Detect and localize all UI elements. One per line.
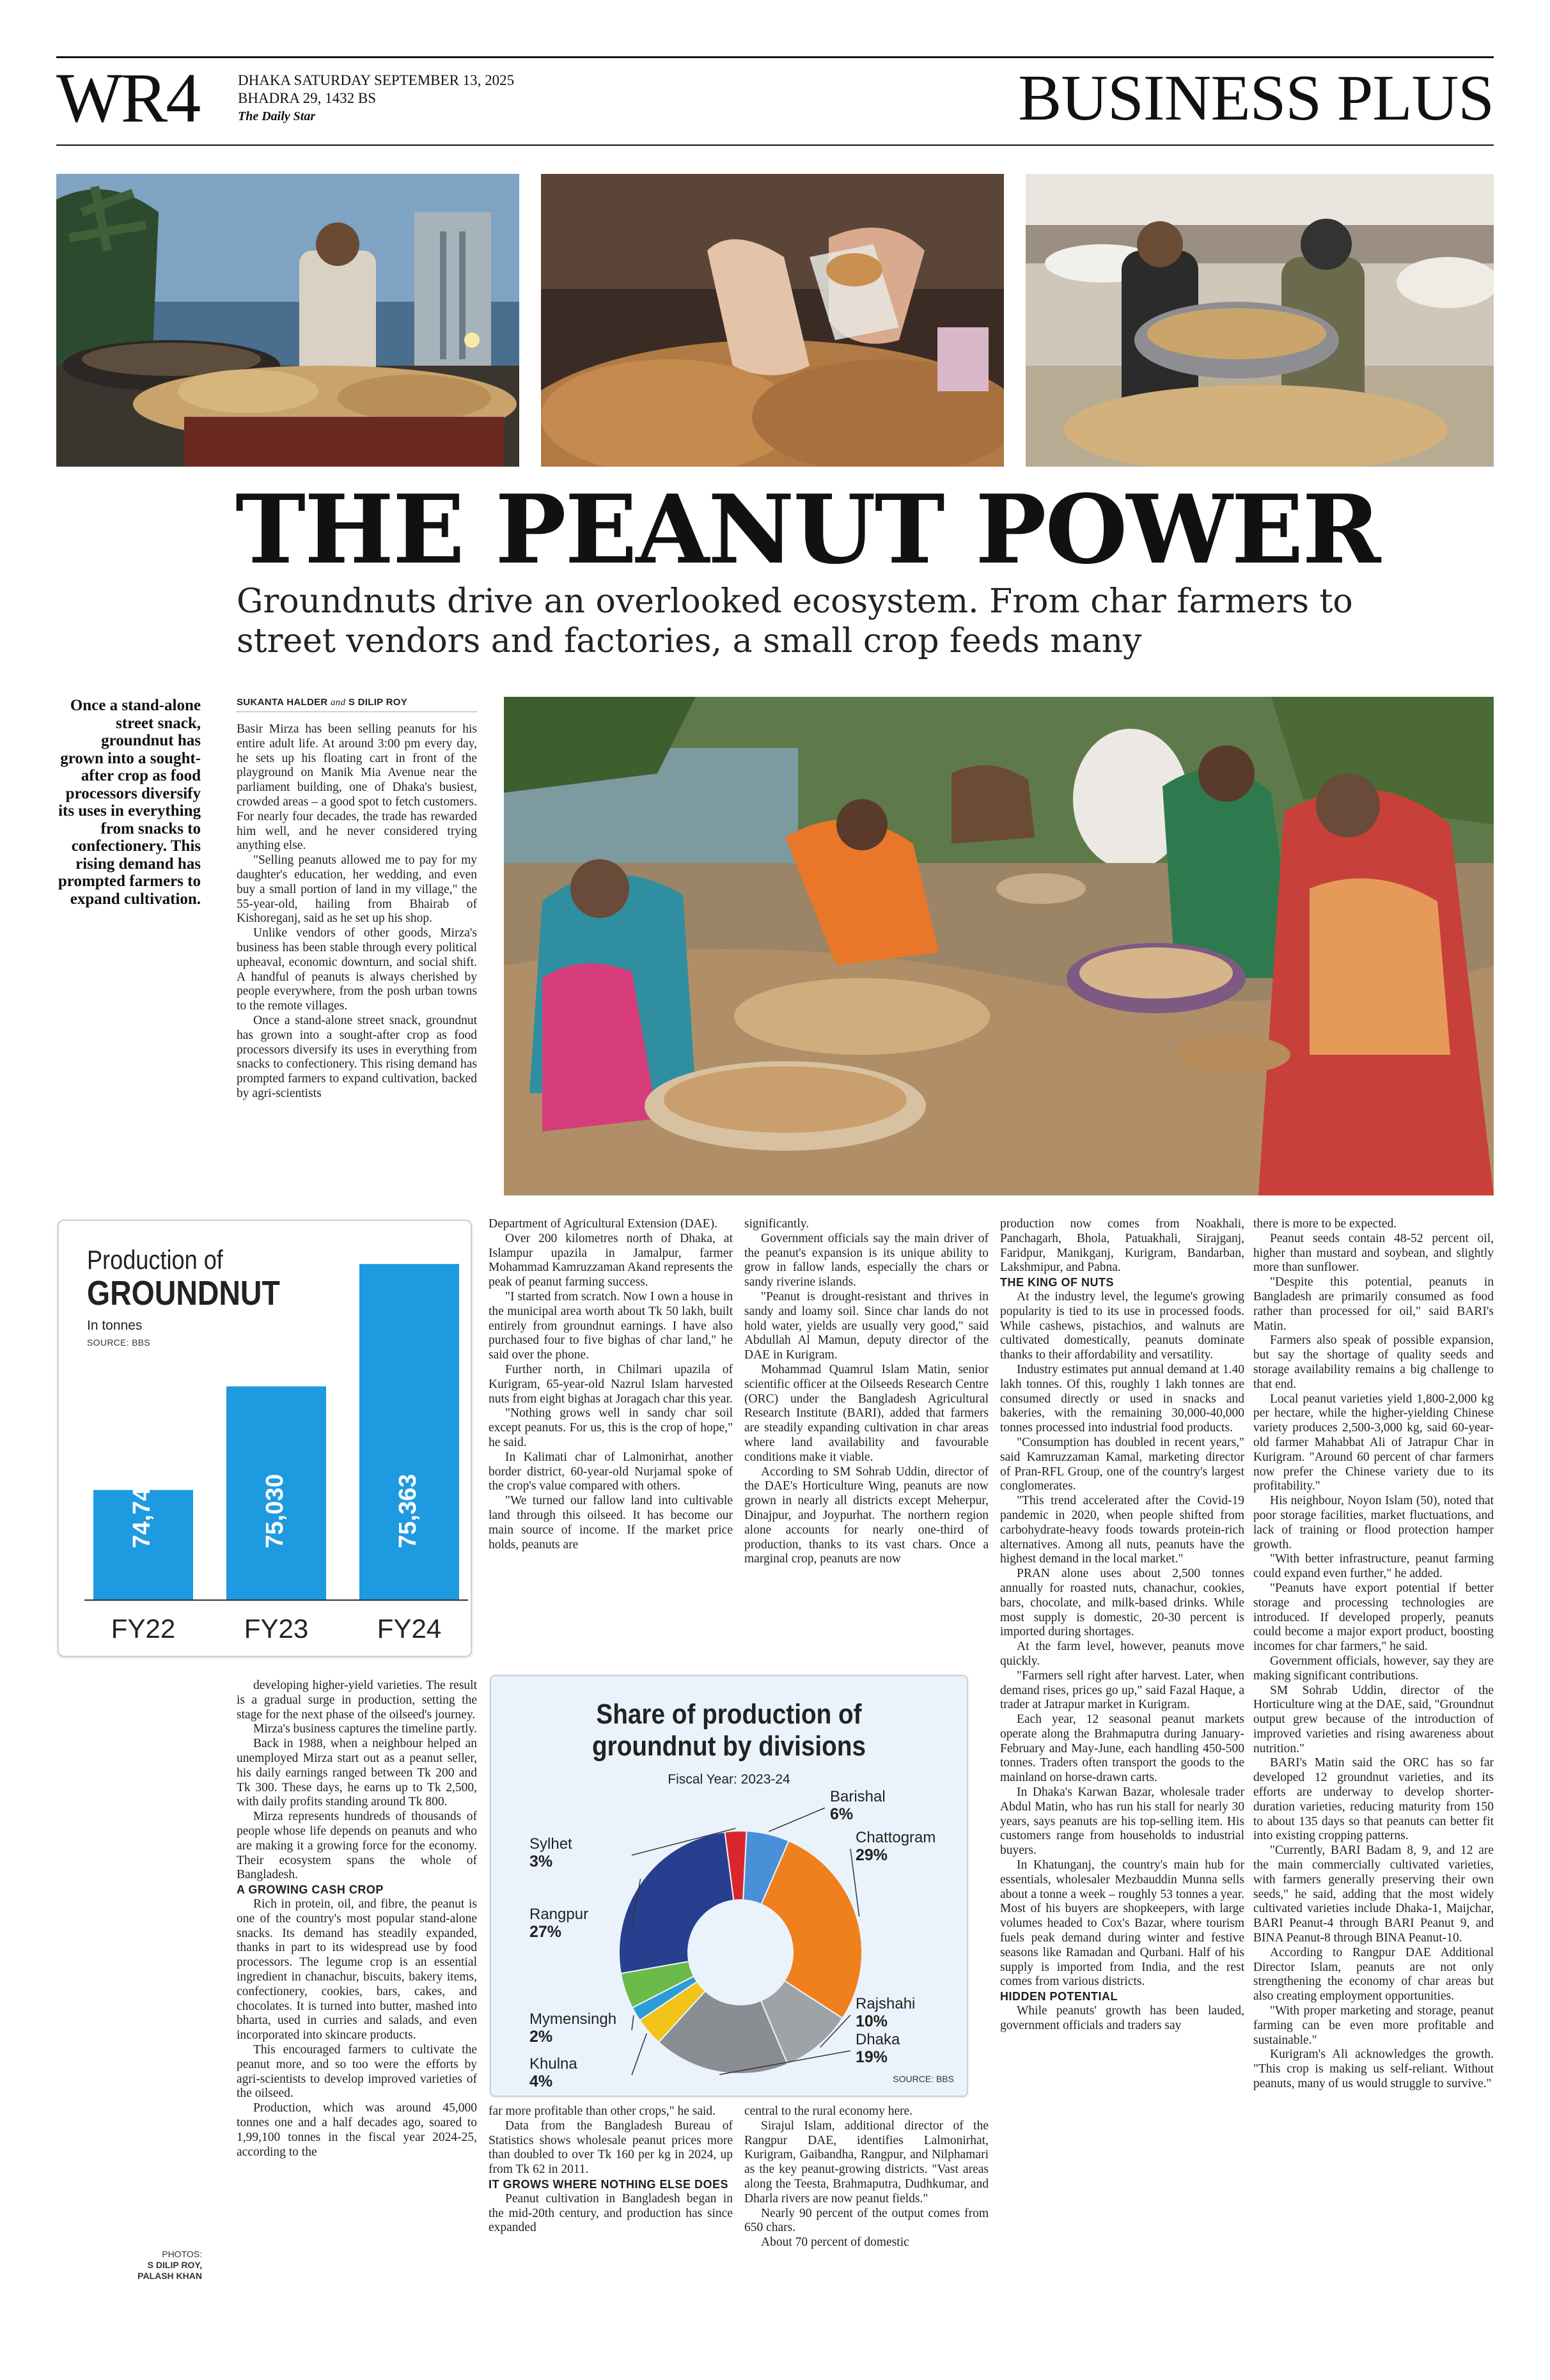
paragraph: Each year, 12 seasonal peanut markets operate along the Brahmaputra during January-February and May-June, each handling 450-500 tonnes. Traders often transport the goods to the mainland on horse-drawn carts. [1000, 1713, 1244, 1785]
paragraph: "This trend accelerated after the Covid-19 pandemic in 2020, when people shifted from carbohydrate-heavy foods towards protein-rich alternatives. Among all nuts, peanuts have the highest demand in the local market." [1000, 1494, 1244, 1566]
article-col3-bottom [744, 2104, 989, 2280]
pie-chart-source: SOURCE: BBS [893, 2074, 954, 2084]
photo-traders-basin [1026, 174, 1494, 467]
article-col1-bottom [237, 1679, 477, 2280]
dateline [238, 72, 514, 125]
paragraph: production now comes from Noakhali, Panchagarh, Bhola, Patuakhali, Sirajganj, Faridpur, Manikganj, Kurigram, Bandarban, Lakshmipur, and Pabna. [1000, 1217, 1244, 1275]
byline-and: and [331, 697, 346, 708]
date-text: DHAKA SATURDAY SEPTEMBER 13, 2025 [238, 72, 515, 88]
bar-value-label: 74,748 [129, 1474, 156, 1548]
paragraph: Government officials, however, say they are making significant contributions. [1253, 1654, 1494, 1683]
paragraph: "Peanut is drought-resistant and thrives in sandy and loamy soil. Since char lands do not hold water, yields are usually very good," said Abdullah Al Mamun, deputy director of the DAE in Kurigram. [744, 1289, 989, 1362]
paragraph: Back in 1988, when a neighbour helped an unemployed Mirza start out as a peanut seller, his daily earnings ranged between Tk 200 and Tk 300. These days, he earns up to Tk 2,500, with daily profits standing around Tk 800. [237, 1737, 477, 1809]
paragraph: At the industry level, the legume's growing popularity is tied to its use in processed foods. While cashews, pistachios, and walnuts are cultivated domestically, peanuts dominate thanks to their affordability and versatility. [1000, 1289, 1244, 1362]
paragraph: PRAN alone uses about 2,500 tonnes annually for roasted nuts, chanachur, cookies, bars, chocolate, and milk-based drinks. While most supply is domestic, 20-30 percent is imported during shortages. [1000, 1567, 1244, 1639]
photo-credit [96, 2249, 202, 2282]
paragraph: "Despite this potential, peanuts in Bangladesh are primarily consumed as food rather than processed for oil," said BARI's Matin. [1253, 1275, 1494, 1333]
pie-leader-line [632, 2016, 634, 2030]
pie-chart-title1: Share of production of [596, 1699, 862, 1730]
paragraph: developing higher-yield varieties. The result is a gradual surge in production, setting the stage for the next phase of the oilseed's journey. [237, 1679, 477, 1722]
paragraph: BARI's Matin said the ORC has so far developed 12 groundnut varieties, and its efforts are underway to develop shorter-duration varieties, reducing maturity from 150 to about 135 days so that peanuts can better fit into existing cropping patterns. [1253, 1756, 1494, 1843]
pie-label-value: 4% [529, 2073, 553, 2090]
paragraph: Industry estimates put annual demand at 1.40 lakh tonnes. Of this, roughly 1 lakh tonnes are consumed directly or used in snacks and bakeries, with the remaining 30,000-40,000 tonnes processed into industrial food products. [1000, 1362, 1244, 1435]
photo-street-vendor [56, 174, 519, 467]
paragraph: About 70 percent of domestic [761, 2236, 909, 2250]
pie-chart-plot [491, 1676, 967, 2096]
paragraph: In Kalimati char of Lalmonirhat, another border district, 60-year-old Nurjamal spoke of the crop's value compared with others. [489, 1450, 733, 1493]
paragraph: "Peanuts have export potential if better storage and processing technologies are introduced. If developed properly, peanuts could become a major export product, boosting incomes for char farmers," he said. [1253, 1581, 1494, 1654]
paragraph: central to the rural economy here. [744, 2104, 913, 2118]
pie-leader-line [769, 1808, 825, 1832]
subhead: HIDDEN POTENTIAL [1000, 1990, 1118, 2003]
paragraph: Local peanut varieties yield 1,800-2,000 kg per hectare, while the higher-yielding Chinese variety produces 2,500-3,000 kg, said 60-year-old farmer Mahabbat Ali of Jatrapur Char in Kurigram. "Around 60 percent of char farmers now prefer the Chinese variety due to its profitability." [1253, 1392, 1494, 1493]
photo-credit-label: PHOTOS: [162, 2249, 202, 2259]
pie-chart-title2: groundnut by divisions [591, 1731, 866, 1762]
paragraph: Over 200 kilometres north of Dhaka, at Islampur upazila in Jamalpur, farmer Mohammad Kamruzzaman Akand represents the peak of peanut farming success. [489, 1231, 733, 1289]
paragraph: "I started from scratch. Now I own a house in the municipal area worth about Tk 50 lakh, built entirely from groundnut earnings. I have also purchased four to five bighas of char land," he said over the phone. [489, 1289, 733, 1362]
pie-label-name: Mymensingh [529, 2011, 617, 2028]
paragraph: In Dhaka's Karwan Bazar, wholesale trader Abdul Matin, who has run his stall for nearly 30 years, says peanuts are his top-selling item. His customers range from households to industrial buyers. [1000, 1785, 1244, 1858]
photo-credit-names1: S DILIP ROY, [147, 2260, 202, 2270]
pie-label-value: 3% [529, 1853, 553, 1871]
article-col1-top [237, 722, 477, 1197]
byline-author2: S DILIP ROY [348, 697, 408, 708]
pie-label-value: 27% [529, 1923, 562, 1941]
pie-label-value: 10% [856, 2012, 888, 2030]
paragraph: "With proper marketing and storage, peanut farming can be even more profitable and sustainable." [1253, 2004, 1494, 2047]
paragraph: Kurigram's Ali acknowledges the growth. "This crop is making us self-reliant. Without peanuts, many of us would struggle to survive." [1253, 2048, 1494, 2091]
subhead: IT GROWS WHERE NOTHING ELSE DOES [489, 2177, 729, 2191]
paragraph: Production, which was around 45,000 tonnes one and a half decades ago, soared to 1,99,100 tonnes in the fiscal year 2024-25, according to the [237, 2101, 477, 2159]
paragraph: "We turned our fallow land into cultivable land through this oilseed. It has become our main source of income. If the market price holds, peanuts are [489, 1494, 733, 1552]
page-code: WR4 [56, 59, 200, 137]
article-col4 [1000, 1217, 1244, 2280]
pie-label-name: Khulna [529, 2055, 577, 2073]
bar-chart-box [58, 1220, 472, 1657]
masthead-rule [56, 144, 1494, 146]
standfirst: Groundnuts drive an overlooked ecosystem. From char farmers to street vendors and factories, a small crop feeds many [237, 582, 1353, 660]
paragraph: According to SM Sohrab Uddin, director of the DAE's Horticulture Wing, peanuts are now grown in nearly all districts except Meherpur, Dinajpur, and Joypurhat. The northern region alone accounts for nearly one-third of production, thanks to its vast chars. Once a marginal crop, peanuts are now [744, 1465, 989, 1566]
bar-category-label: FY22 [111, 1614, 176, 1644]
paragraph: Unlike vendors of other goods, Mirza's business has been stable through every political upheaval, economic downturn, and social shift. A handful of peanuts is always cherished by people everywhere, from the posh urban towns to the remote villages. [237, 926, 477, 1013]
subhead: A GROWING CASH CROP [237, 1883, 384, 1897]
bar-chart-title1: Production of [87, 1245, 223, 1275]
bar-fy24 [359, 1264, 459, 1599]
paragraph: SM Sohrab Uddin, director of the Horticulture wing at the DAE, said, "Groundnut output grew because of the introduction of improved varieties and rising awareness about nutrition." [1253, 1683, 1494, 1755]
bar-chart-title2: GROUNDNUT [87, 1274, 280, 1312]
paragraph: "Consumption has doubled in recent years," said Kamruzzaman Kamal, marketing director of Pran-RFL Group, one of the country's largest conglomerates. [1000, 1435, 1244, 1493]
paragraph: Further north, in Chilmari upazila of Kurigram, 65-year-old Nazrul Islam harvested nuts from eight bighas at Joragach char this year. [489, 1362, 733, 1406]
bar-chart-unit: In tonnes [87, 1318, 143, 1333]
bar-chart-plot [59, 1221, 471, 1656]
paragraph: Government officials say the main driver of the peanut's expansion is its unique ability to grow in fallow lands, especially the chars or sandy riverine islands. [744, 1231, 989, 1289]
pull-quote: Once a stand-alone street snack, groundnut has grown into a sought-after crop as food processors diversify its uses in everything from snacks to confectionery. This rising demand has prompted farmers to expand cultivation. [58, 697, 201, 908]
pie-chart-subtitle: Fiscal Year: 2023-24 [668, 1772, 790, 1787]
paragraph: His neighbour, Noyon Islam (50), noted that poor storage facilities, market fluctuations, and lack of training or flood protection hamper growth. [1253, 1494, 1494, 1552]
paragraph: far more profitable than other crops," he said. [489, 2104, 716, 2118]
paragraph: Rich in protein, oil, and fibre, the peanut is one of the country's most popular stand-alone snacks. Its demand has steadily expanded, thanks in part to its widespread use by food processors. The legume crop is an essential ingredient in chanachur, biscuits, bakery items, confectionery, cookies, bars, cakes, and chocolates. It is turned into butter, mashed into bharta, used in curries and salads, and even incorporated into skincare products. [237, 1897, 477, 2042]
pie-label-name: Rajshahi [856, 1995, 916, 2012]
paragraph: Mohammad Quamrul Islam Matin, senior scientific officer at the Oilseeds Research Centre (ORC) under the Bangladesh Agricultural Research Institute (BARI), added that farmers are steadily expanding cultivation in char areas where land availability and favourable conditions make it viable. [744, 1362, 989, 1464]
subhead: THE KING OF NUTS [1000, 1276, 1114, 1289]
paragraph: "Nothing grows well in sandy char soil except peanuts. For us, this is the crop of hope," he said. [489, 1406, 733, 1449]
paragraph: According to Rangpur DAE Additional Director Islam, peanuts are not only strengthening the economy of char areas but also creating employment opportunities. [1253, 1945, 1494, 2003]
pie-label-name: Chattogram [856, 1829, 936, 1846]
pie-label-name: Rangpur [529, 1906, 589, 1923]
paragraph: Mirza's business captures the timeline partly. [253, 1722, 477, 1736]
bar-value-label: 75,363 [395, 1474, 422, 1548]
pie-chart-box [490, 1675, 968, 2097]
pie-label-value: 29% [856, 1846, 888, 1864]
paragraph: "Farmers sell right after harvest. Later, when demand rises, prices go up," said Fazal Haque, a trader at Jatrapur market in Kurigram. [1000, 1668, 1244, 1712]
paragraph: Sirajul Islam, additional director of the Rangpur DAE, identifies Lalmonirhat, Kurigram, Gaibandha, Rangpur, and Nilphamari as the key peanut-growing districts. "Vast areas along the Teesta, Brahmaputra, Dudhkumar, and Dharla rivers are now peanut fields." [744, 2119, 989, 2205]
photo-credit-names2: PALASH KHAN [137, 2271, 202, 2281]
paragraph: In Khatunganj, the country's main hub for essentials, wholesaler Mezbauddin Munna sells about a tonne a week – roughly 53 tonnes a year. Most of his buyers are shopkeepers, with large volumes headed to Cox's Bazar, where tourism fuels peak demand during winter and festive seasons like Ramadan and Qurbani. Half of his supply is imported from India, and the rest comes from various districts. [1000, 1858, 1244, 1989]
section-name: BUSINESS PLUS [1018, 62, 1494, 134]
paragraph: Basir Mirza has been selling peanuts for his entire adult life. At around 3:00 pm every day, he sets up his floating cart in front of the playground on Manik Mia Avenue near the parliament building, one of Dhaka's busiest, crowded areas – a good spot to fetch customers. For nearly four decades, the trade has rewarded him well, and he never considered trying anything else. [237, 722, 477, 853]
bar-category-label: FY24 [377, 1614, 442, 1644]
pie-label-value: 2% [529, 2028, 553, 2046]
paragraph: While peanuts' growth has been lauded, government officials and traders say [1000, 2004, 1244, 2032]
photo-peanut-hands [541, 174, 1004, 467]
byline [237, 697, 477, 712]
paragraph: Once a stand-alone street snack, groundnut has grown into a sought-after crop as food processors diversify its uses in everything from snacks to confectionery. This rising demand has prompted farmers to expand cultivation, backed by agri-scientists [237, 1013, 477, 1100]
pie-label-value: 19% [856, 2048, 888, 2066]
paragraph: Peanut cultivation in Bangladesh began in the mid-20th century, and production has since expanded [489, 2191, 733, 2235]
paragraph: "Selling peanuts allowed me to pay for my daughter's education, her wedding, and even buy a small portion of land in my village," the 55-year-old, hailing from Bhairab of Kishoreganj, said as he set up his shop. [237, 853, 477, 926]
paragraph: significantly. [744, 1217, 810, 1231]
article-col3-top [744, 1217, 989, 1642]
pie-label-value: 6% [830, 1805, 854, 1823]
paragraph: Data from the Bangladesh Bureau of Statistics shows wholesale peanut prices more than doubled to over Tk 160 per kg in 2024, up from Tk 62 in 2011. [489, 2119, 733, 2177]
article-col2-top [489, 1217, 733, 1642]
top-rule [56, 56, 1494, 58]
paragraph: This encouraged farmers to cultivate the peanut more, and so too were the efforts by agri-scientists to develop improved varieties of the oilseed. [237, 2042, 477, 2101]
pie-label-name: Sylhet [529, 1835, 572, 1853]
paragraph: At the farm level, however, peanuts move quickly. [1000, 1640, 1244, 1668]
pie-label-name: Barishal [830, 1788, 886, 1805]
paragraph: Farmers also speak of possible expansion, but say the shortage of quality seeds and storage availability remains a big challenge to that end. [1253, 1334, 1494, 1391]
bengali-date: BHADRA 29, 1432 BS [238, 90, 376, 106]
article-col2-bottom [489, 2104, 733, 2280]
paragraph: "With better infrastructure, peanut farming could expand even further," he added. [1253, 1552, 1494, 1581]
headline: THE PEANUT POWER [235, 474, 1380, 585]
bar-category-label: FY23 [244, 1614, 309, 1644]
paper-logo: The Daily Star [238, 109, 316, 123]
paragraph: there is more to be expected. [1253, 1217, 1397, 1231]
byline-author1: SUKANTA HALDER [237, 697, 328, 708]
paragraph: "Currently, BARI Badam 8, 9, and 12 are the main commercially cultivated varieties, with farmers generally preserving their own seeds," he said, adding that the most widely cultivated varieties include Dhaka-1, Maijchar, BARI Peanut-4 through BARI Peanut 9, and BINA Peanut-8 through BINA Peanut-10. [1253, 1844, 1494, 1945]
bar-chart-source: SOURCE: BBS [87, 1337, 150, 1348]
photo-women-sorting-peanuts [504, 697, 1494, 1195]
paragraph: Peanut seeds contain 48-52 percent oil, higher than mustard and soybean, and slightly more than sunflower. [1253, 1231, 1494, 1275]
article-col5 [1253, 1217, 1494, 2280]
paragraph: Mirza represents hundreds of thousands of people whose life depends on peanuts and who are making it a growing force for the economy. Their ecosystem spans the whole of Bangladesh. [237, 1810, 477, 1882]
pie-leader-line [632, 2034, 646, 2075]
paragraph: Department of Agricultural Extension (DAE). [489, 1217, 717, 1231]
bar-value-label: 75,030 [262, 1474, 289, 1548]
pie-label-name: Dhaka [856, 2031, 900, 2048]
paragraph: Nearly 90 percent of the output comes from 650 chars. [744, 2206, 989, 2235]
